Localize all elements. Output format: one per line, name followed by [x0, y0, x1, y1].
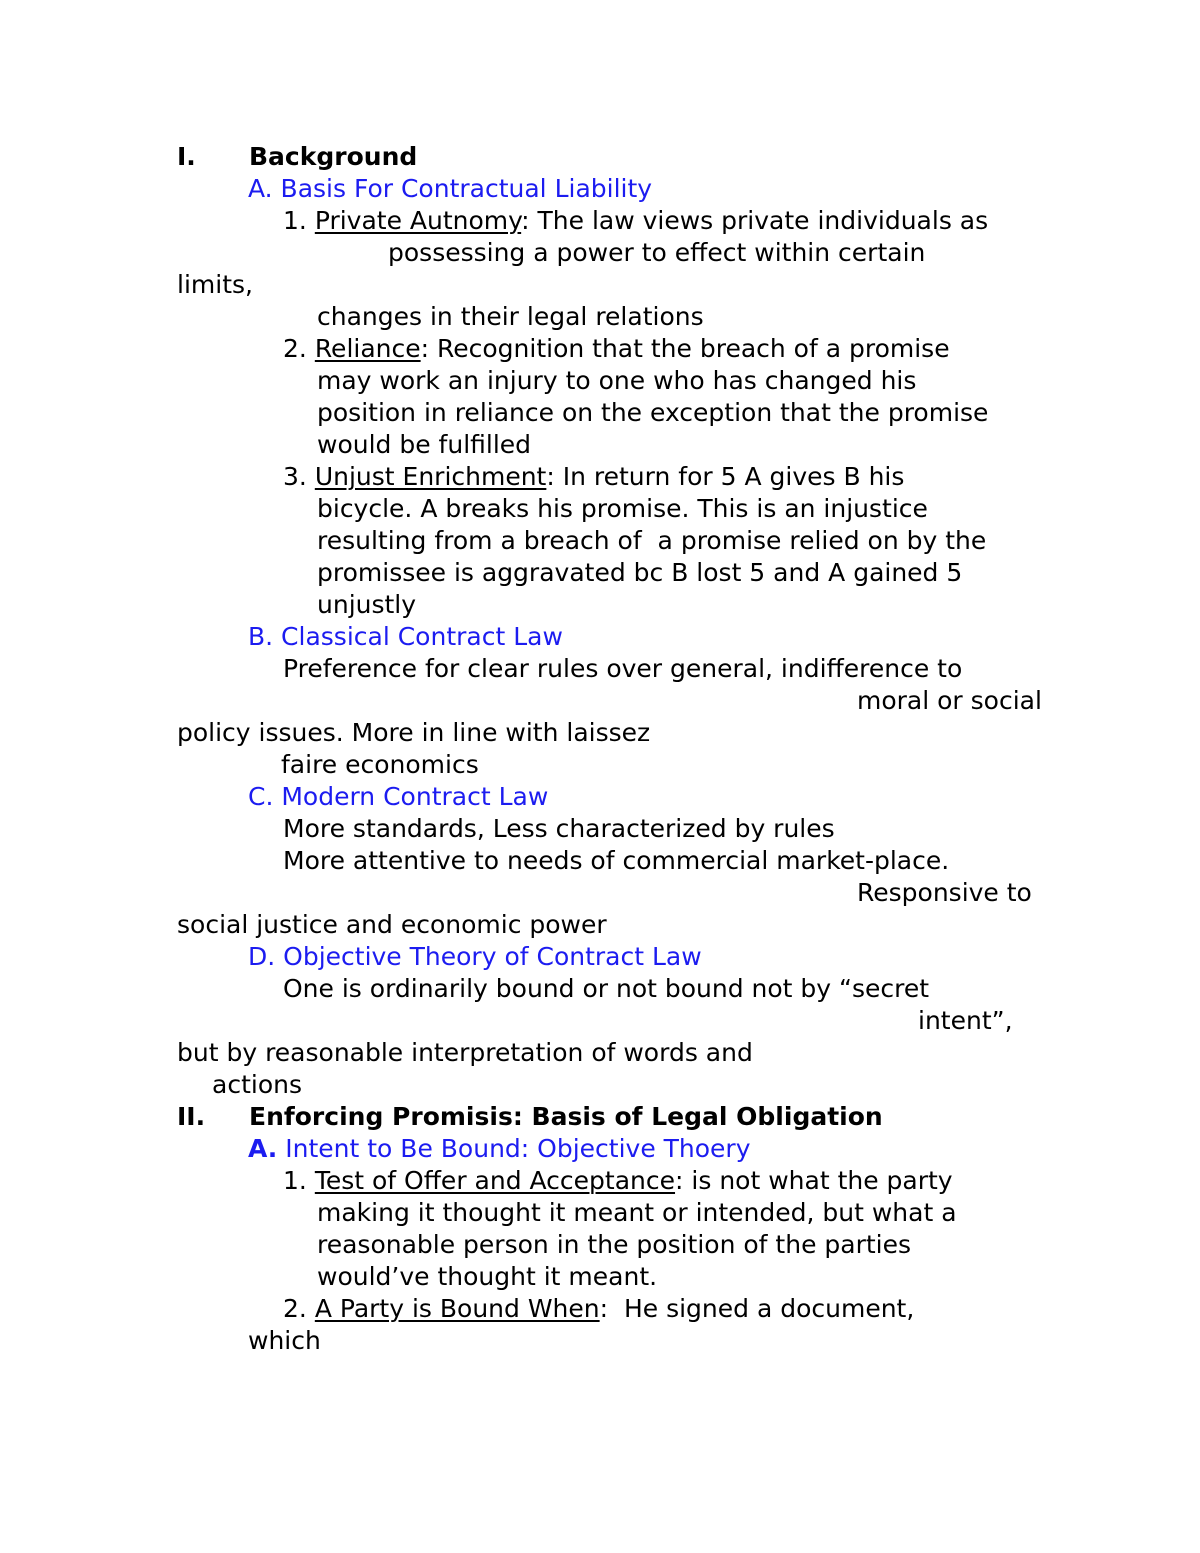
item-term: Test of Offer and Acceptance	[314, 1166, 676, 1195]
list-item-i-a-3	[283, 461, 904, 493]
section-i-numeral: I.	[177, 142, 196, 171]
text-line: intent”,	[918, 1006, 1013, 1035]
text-line: actions	[212, 1070, 302, 1099]
subheading-letter: A.	[248, 1134, 278, 1163]
list-item-i-a-1	[283, 205, 988, 237]
section-ii-title: Enforcing Promisis: Basis of Legal Obligation	[249, 1102, 883, 1131]
text-line: faire economics	[281, 750, 479, 779]
text-line: More standards, Less characterized by rules	[283, 814, 835, 843]
subheading-i-b: B. Classical Contract Law	[248, 622, 563, 651]
subheading-ii-a	[248, 1133, 751, 1165]
list-item-i-a-2	[283, 333, 950, 365]
subheading-i-c: C. Modern Contract Law	[248, 782, 549, 811]
text-line: possessing a power to effect within certain	[388, 238, 926, 267]
item-text: : The law views private individuals as	[521, 206, 989, 235]
item-number: 2.	[283, 334, 315, 363]
text-line: changes in their legal relations	[317, 302, 704, 331]
item-term: Unjust Enrichment	[314, 462, 547, 491]
section-ii-numeral: II.	[177, 1102, 206, 1131]
text-line: would’ve thought it meant.	[317, 1262, 658, 1291]
text-line: limits,	[177, 270, 253, 299]
list-item-ii-a-2	[283, 1293, 914, 1325]
item-number: 1.	[283, 206, 315, 235]
text-line: resulting from a breach of a promise relied on by the	[317, 526, 987, 555]
subheading-label: Intent to Be Bound: Objective Thoery	[277, 1134, 751, 1163]
text-line: unjustly	[317, 590, 417, 619]
list-item-ii-a-1	[283, 1165, 953, 1197]
section-i-heading	[177, 141, 417, 173]
text-line: may work an injury to one who has changed his	[317, 366, 917, 395]
section-ii-heading	[177, 1101, 883, 1133]
item-text: : In return for 5 A gives B his	[546, 462, 905, 491]
text-line: position in reliance on the exception that the promise	[317, 398, 989, 427]
item-text: : Recognition that the breach of a promise	[420, 334, 950, 363]
text-line: policy issues. More in line with laissez	[177, 718, 651, 747]
item-text: : is not what the party	[675, 1166, 953, 1195]
item-term: A Party is Bound When	[314, 1294, 600, 1323]
text-line: would be fulfilled	[317, 430, 532, 459]
item-number: 1.	[283, 1166, 315, 1195]
text-line: social justice and economic power	[177, 910, 607, 939]
item-term: Reliance	[314, 334, 421, 363]
text-line: promissee is aggravated bc B lost 5 and A gained 5	[317, 558, 963, 587]
text-line: making it thought it meant or intended, but what a	[317, 1198, 957, 1227]
item-text: : He signed a document,	[599, 1294, 915, 1323]
text-line: which	[248, 1326, 321, 1355]
section-i-title: Background	[249, 142, 418, 171]
item-term: Private Autnomy	[314, 206, 522, 235]
text-line: reasonable person in the position of the parties	[317, 1230, 912, 1259]
text-line: One is ordinarily bound or not bound not by “secret	[283, 974, 930, 1003]
text-line: Responsive to	[857, 878, 1032, 907]
text-line: More attentive to needs of commercial market-place.	[283, 846, 950, 875]
text-line: but by reasonable interpretation of words and	[177, 1038, 753, 1067]
item-number: 2.	[283, 1294, 315, 1323]
text-line: moral or social	[857, 686, 1042, 715]
text-line: Preference for clear rules over general, indifference to	[283, 654, 963, 683]
text-line: bicycle. A breaks his promise. This is an injustice	[317, 494, 928, 523]
item-number: 3.	[283, 462, 315, 491]
subheading-i-a: A. Basis For Contractual Liability	[248, 174, 653, 203]
subheading-i-d: D. Objective Theory of Contract Law	[248, 942, 702, 971]
